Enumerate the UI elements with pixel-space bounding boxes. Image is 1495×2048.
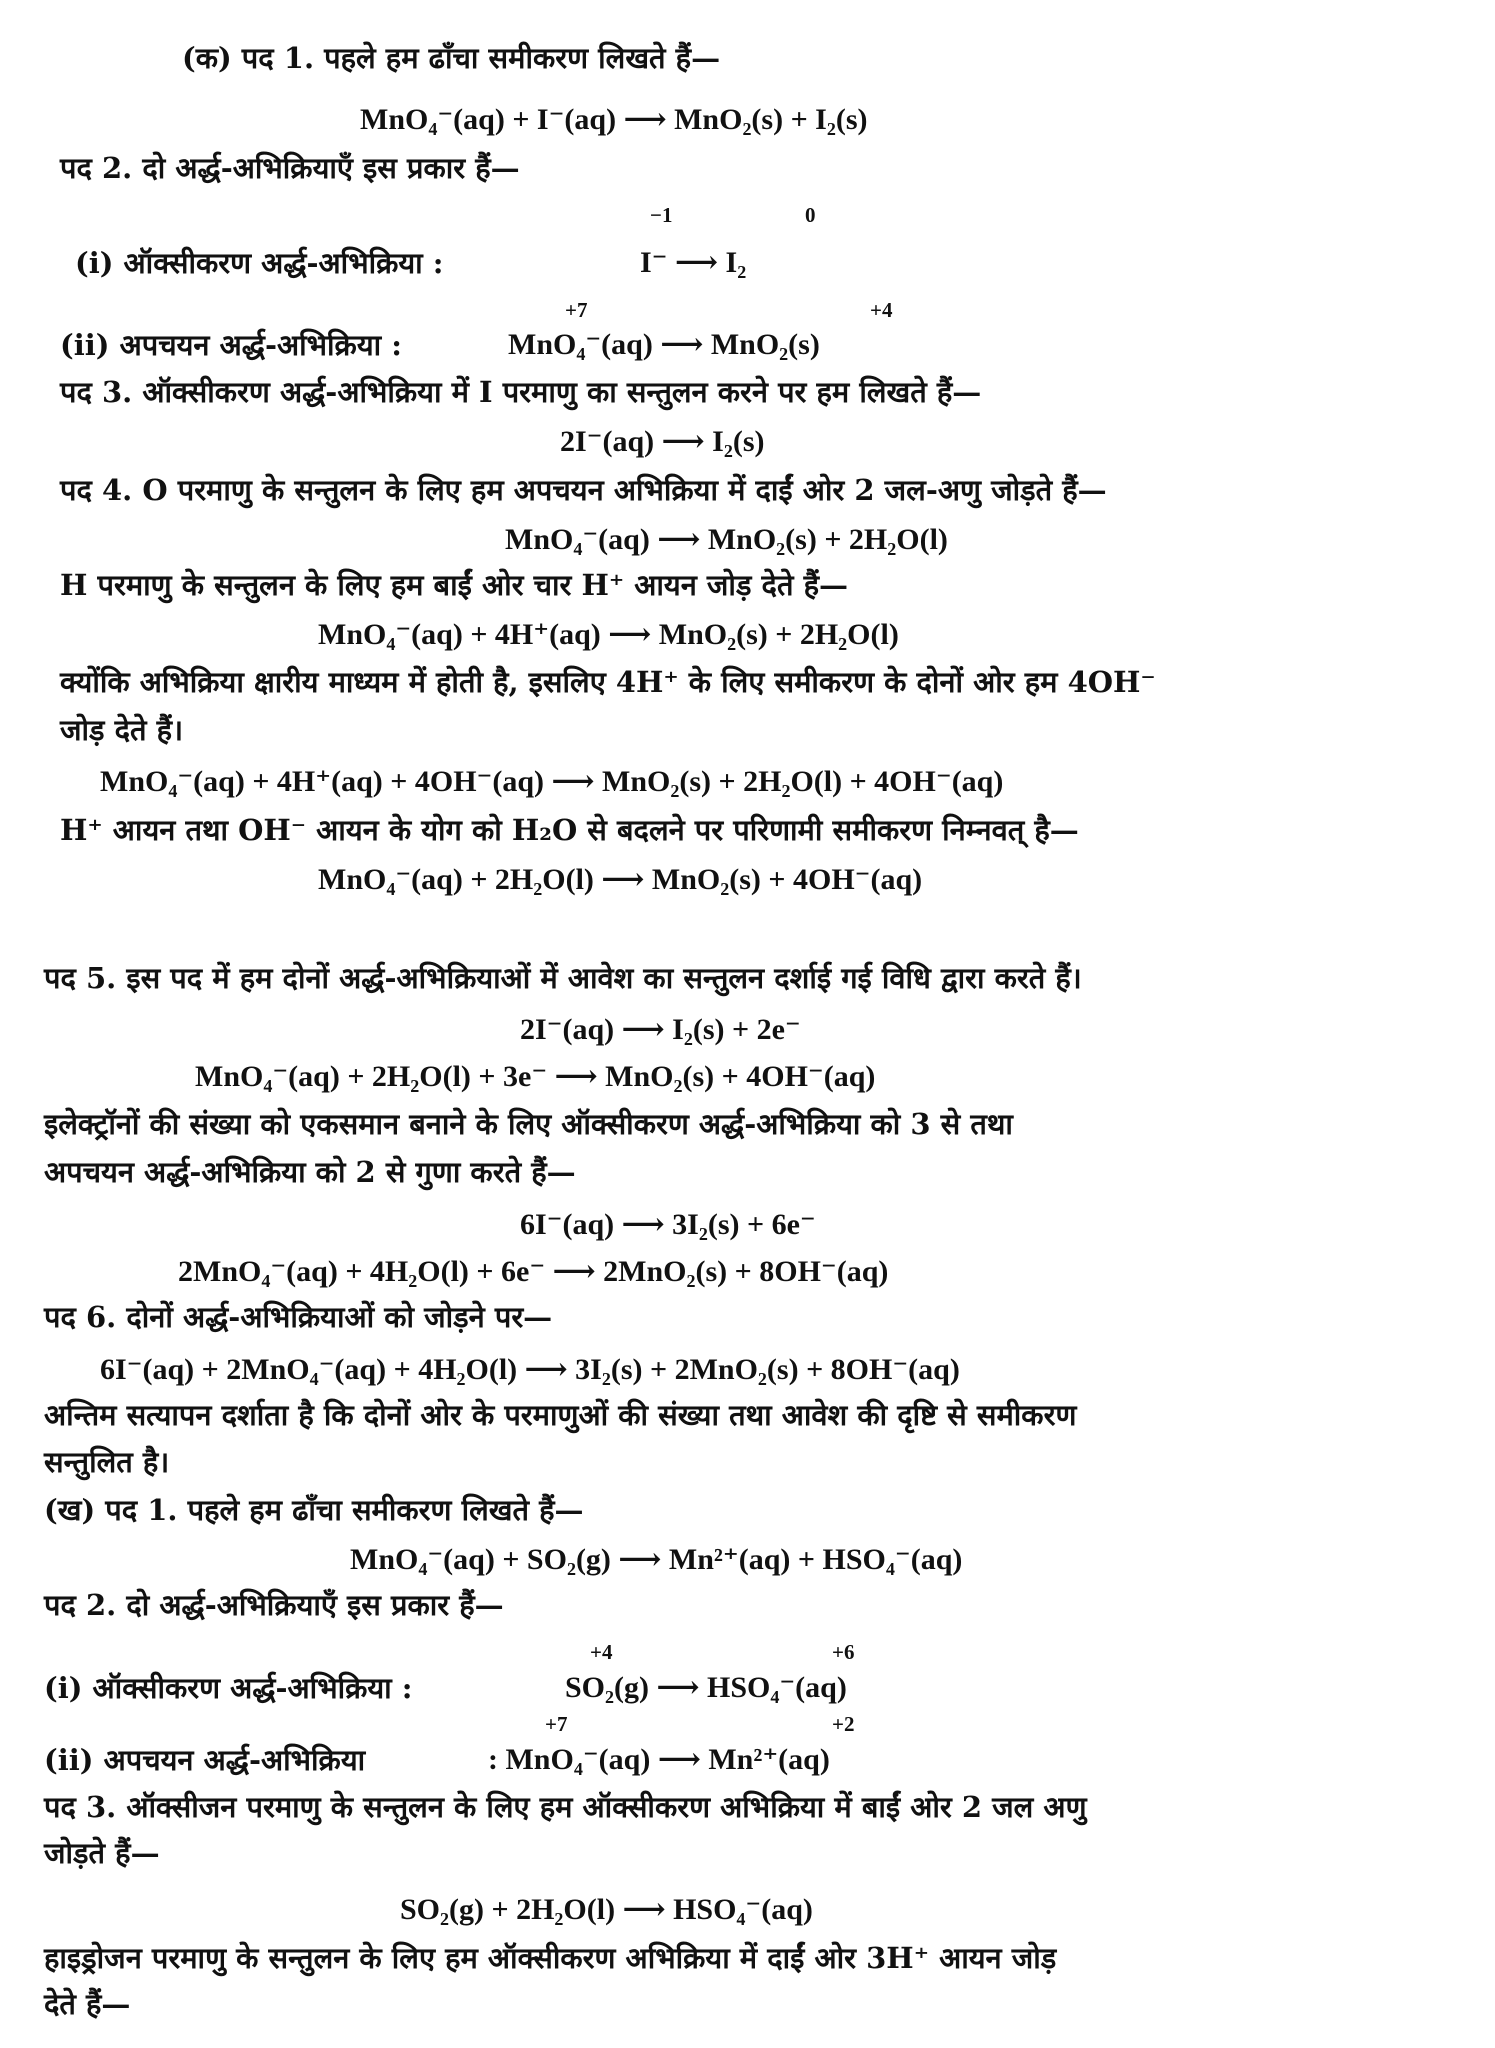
part-a-step4-heading: पद 4.: [60, 473, 133, 507]
oxidation-state-s-reactant: +4: [590, 1640, 613, 1664]
oxidation-state-s-product: +6: [832, 1640, 855, 1664]
part-a-step6-text: दोनों अर्द्ध-अभिक्रियाओं को जोड़ने पर—: [126, 1300, 553, 1334]
equation-step3-a: 2I⁻(aq) ⟶ I₂(s): [560, 425, 765, 458]
part-a-step3-text: ऑक्सीकरण अर्द्ध-अभिक्रिया में I परमाणु का सन्तुलन करने पर हम लिखते हैं—: [142, 375, 982, 409]
part-b-step2-text: दो अर्द्ध-अभिक्रियाएँ इस प्रकार हैं—: [126, 1588, 504, 1622]
part-b-step2-heading: पद 2.: [44, 1588, 117, 1622]
part-b-step3: [44, 1787, 1087, 1827]
part-b-step2: [44, 1585, 504, 1625]
oxidation-half-equation-b: SO₂(g) ⟶ HSO₄⁻(aq): [565, 1671, 847, 1704]
part-a-step2-heading: पद 2.: [60, 151, 133, 185]
part-a-step5-heading: पद 5.: [44, 961, 117, 995]
part-a-step2: [60, 148, 520, 188]
part-a-step5: [44, 958, 1082, 998]
oxidation-state-iodide: −1: [650, 203, 673, 227]
part-a-step3-heading: पद 3.: [60, 375, 133, 409]
oxidation-half-equation-a: I⁻ ⟶ I₂: [640, 246, 747, 279]
part-a-step2-text: दो अर्द्ध-अभिक्रियाएँ इस प्रकार हैं—: [142, 151, 520, 185]
equation-step6-overall: 6I⁻(aq) + 2MnO₄⁻(aq) + 4H₂O(l) ⟶ 3I₂(s) + 2MnO₂(s) + 8OH⁻(aq): [100, 1353, 960, 1386]
equation-step4a: MnO₄⁻(aq) ⟶ MnO₂(s) + 2H₂O(l): [505, 523, 948, 556]
equation-step5c: 6I⁻(aq) ⟶ 3I₂(s) + 6e⁻: [520, 1208, 816, 1241]
equation-step4c: MnO₄⁻(aq) + 4H⁺(aq) + 4OH⁻(aq) ⟶ MnO₂(s) + 2H₂O(l) + 4OH⁻(aq): [100, 765, 1004, 798]
equation-step3-b: SO₂(g) + 2H₂O(l) ⟶ HSO₄⁻(aq): [400, 1893, 813, 1926]
step4-basic-line1: क्योंकि अभिक्रिया क्षारीय माध्यम में होती है, इसलिए 4H⁺ के लिए समीकरण के दोनों ओर हम 4OH⁻: [60, 665, 1156, 699]
oxidation-state-iodine: 0: [805, 203, 816, 227]
part-a-step1: [182, 38, 720, 78]
part-b-hydrogen-line1: हाइड्रोजन परमाणु के सन्तुलन के लिए हम ऑक्सीकरण अभिक्रिया में दाईं ओर 3H⁺ आयन जोड़: [44, 1941, 1057, 1975]
part-b-step1-text: पहले हम ढाँचा समीकरण लिखते हैं—: [187, 1493, 584, 1527]
part-a-step5-text: इस पद में हम दोनों अर्द्ध-अभिक्रियाओं में आवेश का सन्तुलन दर्शाई गई विधि द्वारा करते हैं।: [126, 961, 1082, 995]
part-b-step1-heading: (ख) पद 1.: [44, 1493, 178, 1527]
part-a-step4-text: O परमाणु के सन्तुलन के लिए हम अपचयन अभिक्रिया में दाईं ओर 2 जल-अणु जोड़ते हैं—: [142, 473, 1107, 507]
reduction-half-label-a: (ii) अपचयन अर्द्ध-अभिक्रिया :: [60, 328, 402, 362]
step5-mult-line1: इलेक्ट्रॉनों की संख्या को एकसमान बनाने के लिए ऑक्सीकरण अर्द्ध-अभिक्रिया को 3 से तथा: [44, 1107, 1013, 1141]
verification-line2: सन्तुलित है।: [44, 1445, 170, 1479]
part-a-step3: [60, 372, 981, 412]
reduction-half-label-b: (ii) अपचयन अर्द्ध-अभिक्रिया: [44, 1743, 366, 1777]
equation-skeleton-a: MnO₄⁻(aq) + I⁻(aq) ⟶ MnO₂(s) + I₂(s): [360, 103, 868, 136]
oxidation-half-label-a: (i) ऑक्सीकरण अर्द्ध-अभिक्रिया :: [75, 246, 444, 280]
equation-skeleton-b: MnO₄⁻(aq) + SO₂(g) ⟶ Mn²⁺(aq) + HSO₄⁻(aq): [350, 1543, 963, 1576]
part-a-step1-heading: (क) पद 1.: [182, 41, 315, 75]
step4-basic-line2: जोड़ देते हैं।: [60, 713, 184, 747]
part-a-step4: [60, 470, 1107, 510]
oxidation-state-mn-product-b: +2: [832, 1712, 855, 1736]
oxidation-state-mn-reactant-b: +7: [545, 1712, 568, 1736]
part-b-step1: [44, 1490, 584, 1530]
part-a-step6: [44, 1297, 552, 1337]
step5-mult-line2: अपचयन अर्द्ध-अभिक्रिया को 2 से गुणा करते हैं—: [44, 1155, 576, 1189]
part-b-step3-heading: पद 3.: [44, 1790, 117, 1824]
equation-step4d: MnO₄⁻(aq) + 2H₂O(l) ⟶ MnO₂(s) + 4OH⁻(aq): [318, 863, 923, 896]
equation-step4b: MnO₄⁻(aq) + 4H⁺(aq) ⟶ MnO₂(s) + 2H₂O(l): [318, 618, 899, 651]
equation-step5a: 2I⁻(aq) ⟶ I₂(s) + 2e⁻: [520, 1013, 801, 1046]
oxidation-state-mn-product-a: +4: [870, 298, 893, 322]
part-b-step3-line2: जोड़ते हैं—: [44, 1836, 160, 1870]
reduction-half-equation-b: : MnO₄⁻(aq) ⟶ Mn²⁺(aq): [488, 1743, 830, 1776]
step4-combine-text: H⁺ आयन तथा OH⁻ आयन के योग को H₂O से बदलने पर परिणामी समीकरण निम्नवत् है—: [60, 813, 1079, 847]
part-a-step6-heading: पद 6.: [44, 1300, 117, 1334]
oxidation-state-mn-reactant-a: +7: [565, 298, 588, 322]
step4-hydrogen-text: H परमाणु के सन्तुलन के लिए हम बाईं ओर चार H⁺ आयन जोड़ देते हैं—: [60, 568, 848, 602]
equation-step5b: MnO₄⁻(aq) + 2H₂O(l) + 3e⁻ ⟶ MnO₂(s) + 4OH⁻(aq): [195, 1060, 876, 1093]
verification-line1: अन्तिम सत्यापन दर्शाता है कि दोनों ओर के परमाणुओं की संख्या तथा आवेश की दृष्टि से समीकरण: [44, 1398, 1077, 1432]
part-b-step3-line1: ऑक्सीजन परमाणु के सन्तुलन के लिए हम ऑक्सीकरण अभिक्रिया में बाईं ओर 2 जल अणु: [126, 1790, 1087, 1824]
oxidation-half-label-b: (i) ऑक्सीकरण अर्द्ध-अभिक्रिया :: [44, 1671, 413, 1705]
equation-step5d: 2MnO₄⁻(aq) + 4H₂O(l) + 6e⁻ ⟶ 2MnO₂(s) + 8OH⁻(aq): [178, 1255, 889, 1288]
part-a-step1-text: पहले हम ढाँचा समीकरण लिखते हैं—: [324, 41, 721, 75]
reduction-half-equation-a: MnO₄⁻(aq) ⟶ MnO₂(s): [508, 328, 820, 361]
part-b-hydrogen-line2: देते हैं—: [44, 1987, 131, 2021]
